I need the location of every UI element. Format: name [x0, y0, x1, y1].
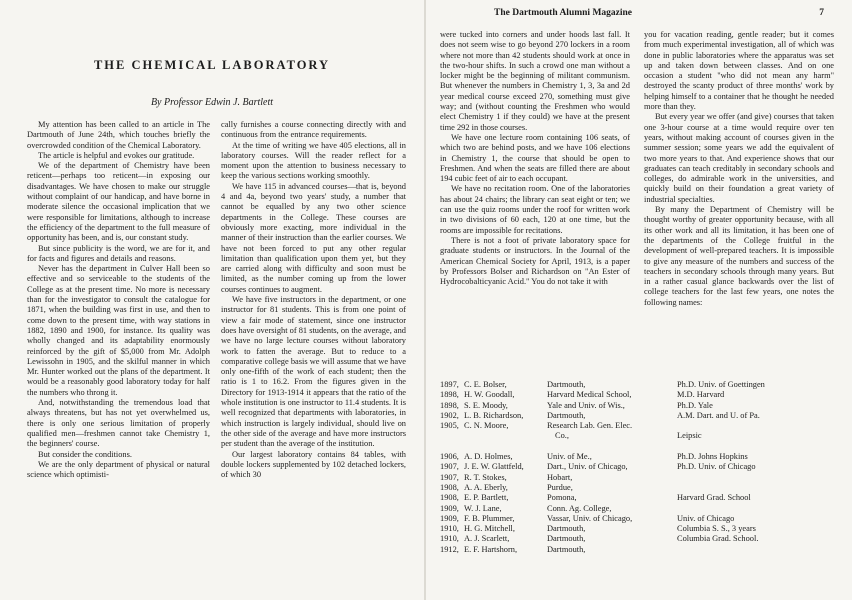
paragraph: And, notwithstanding the tremendous load that always threatens, but has not yet overwhelmed us, there is only one serious limitation of properly qualified men—freshmen cannot take Chemistry 1, the beginners' course.	[27, 398, 210, 449]
roster-row: 1910, H. G. Mitchell, Dartmouth, Columbia S. S., 3 years	[440, 524, 756, 534]
page-number: 7	[819, 8, 824, 18]
paragraph: were tucked into corners and under hoods last fall. It does not seem wise to go beyond 270 lockers in a room where not more than 42 students should work at once in the two-hour shifts. In such a crowd one man without a locker might be the beginning of militant communism. But whenever the numbers in Chemistry 1, 3, 3a and 2d year medical course exceed 270, something must give way; and (without counting the Freshmen who would elect Chemistry 1 if they could) we have at the present time 292 in those courses.	[440, 30, 630, 132]
paragraph: We have 115 in advanced courses—that is, beyond 4 and 4a, beyond two years' study, a number that cannot be equalled by any two other science departments in the College. These courses are obviously more exacting, more individual in the manner of their instruction than the earlier courses. We have not been forced to put any other regular limitation than qualification upon them yet, but they are carried along with difficulty and soon must be limited, as the number coming up from the lower courses continues to augment.	[221, 181, 406, 294]
roster-row: 1912, E. F. Hartshorn, Dartmouth,	[440, 544, 586, 554]
roster-row: Co., Leipsic	[555, 431, 702, 441]
paragraph: We are the only department of physical or natural science which optimisti-	[27, 459, 210, 480]
column-4	[644, 30, 834, 308]
paragraph: At the time of writing we have 405 elections, all in laboratory courses. Will the reader reflect for a moment upon the attention to business necessary to keep the various sections working smoothly.	[221, 140, 406, 181]
magazine-name: The Dartmouth Alumni Magazine	[494, 8, 633, 18]
roster-row: 1906, A. D. Holmes, Univ. of Me., Ph.D. Johns Hopkins	[440, 452, 748, 462]
left-page	[0, 0, 424, 600]
roster-row: 1908, A. A. Eberly, Purdue,	[440, 482, 573, 492]
paragraph: you for vacation reading, gentle reader; but it comes from much experimental investigation, all of which was done in public laboratories where the apparatus was set up and taken down between classes. And on one occasion a student "who did not mean any harm" destroyed the scanty product of three months' work by helping himself to a container that he thought he needed more than they.	[644, 30, 834, 112]
paragraph: We have one lecture room containing 106 seats, of which two are behind posts, and we have 106 elections in Chemistry 1, the course that should be open to Freshmen. And when the seats are filled there are about 194 cubic feet of air to each occupant.	[440, 132, 630, 184]
paragraph: We of the department of Chemistry have been reticent—perhaps too reticent—in exposing our disadvantages. We have chosen to make our struggle without complaint of our handicap, and have borne in moderate silence the occasional implication that we were responsible for limitations, although to increase the efficiency of the department to the full measure of opportunity has been, and is, our constant study.	[27, 161, 210, 243]
paragraph: My attention has been called to an article in The Dartmouth of June 24th, which touches briefly the overcrowded condition of the Chemical Laboratory.	[27, 120, 210, 150]
paragraph: But since publicity is the word, we are for it, and for facts and figures and details and reasons.	[27, 243, 210, 263]
paragraph: Never has the department in Culver Hall been so effective and so serviceable to the students of the College as at the present time. No more is necessary than for the investigator to consult the catalogue for 1871, when the building was first in use, and then to come down to the present time, with way stations in 1882, 1890 and 1900, for instance. Its quality was wholly changed and its adaptability enormously reinforced by the gift of $5,000 from Mr. Adolph Lewissohn in 1905, and the skilful manner in which Mr. Hunter worked out the plans of the department. It would be a reasonably good laboratory today for half the numbers who throng it.	[27, 264, 210, 397]
paragraph: cally furnishes a course connecting directly with and continuous from the entrance requirements.	[221, 120, 406, 140]
roster-row: 1897, C. E. Bolser, Dartmouth, Ph.D. Univ. of Goettingen	[440, 380, 765, 389]
paragraph: But consider the conditions.	[38, 449, 132, 459]
teacher-roster	[440, 380, 840, 555]
roster-row: 1905, C. N. Moore, Research Lab. Gen. Elec.	[440, 421, 633, 431]
column-1	[27, 120, 210, 480]
roster-row: 1902, L. B. Richardson, Dartmouth, A.M. Dart. and U. of Pa.	[440, 410, 760, 420]
column-2	[221, 120, 406, 480]
roster-row: 1907, R. T. Stokes, Hobart,	[440, 472, 573, 482]
roster-row: 1907, J. E. W. Glattfeld, Dart., Univ. of Chicago, Ph.D. Univ. of Chicago	[440, 462, 756, 472]
paragraph: The article is helpful and evokes our gratitude.	[38, 150, 195, 160]
paragraph: But every year we offer (and give) courses that taken one 3-hour course at a time would require over ten years, without making account of courses given in the summer session; some years we add the equivalent of two more years to that. And experience shows that our graduates can teach creditably in secondary schools and colleges, do admirable work in the universities, and quickly build on their foundation a great variety of industrial specialties.	[644, 112, 834, 204]
paragraph: Our largest laboratory contains 84 tables, with double lockers supplemented by 102 detached lockers, of which 30	[221, 449, 406, 480]
roster-row: 1898, H. W. Goodall, Harvard Medical School, M.D. Harvard	[440, 390, 725, 400]
right-page	[426, 0, 852, 600]
article-title: THE CHEMICAL LABORATORY	[93, 58, 331, 72]
roster-row: 1909, F. B. Plummer, Vassar, Univ. of Chicago, Univ. of Chicago	[440, 513, 735, 523]
roster-row: 1908, E. P. Bartlett, Pomona, Harvard Grad. School	[440, 493, 751, 503]
paragraph: By many the Department of Chemistry will be thought worthy of greater opportunity because, with all its other work and all its limitation, it has been one of the departments of the College fruitful in the development of well-prepared teachers. It is impossible to give any measure of the numbers and success of the teachers in secondary schools through many years. But in a rather casual glance backwards over the list of college teachers for the last few years, one notes the following names:	[644, 205, 834, 307]
paragraph: There is not a foot of private laboratory space for graduate students or instructors. In the Journal of the American Chemical Society for April, 1913, is a paper by Professors Bolser and Richardson on "An Ester of Hydrocobalticyanic Acid." You do not take it with	[440, 235, 630, 287]
paragraph: We have five instructors in the department, or one instructor for 81 students. This is from one point of view a fair mode of statement, since one instructor does have oversight of 81 students, on the average, and we have no large lecture courses without laboratory work to fatten the average. But to reduce to a comparative college basis we will assume that we have only one-fifth of the work of each student; then the ratio is 1 to 16.2. From the figures given in the Directory for 1913-1914 it appears that the ratio of the whole institution is one instructor to 11.4 students. It is well recognized that departments with laboratories, in which instruction is largely individual, should live on the other side of the average and have more instructors per student than the average of the institution.	[221, 295, 406, 449]
roster-row: 1910, A. J. Scarlett, Dartmouth, Columbia Grad. School.	[440, 534, 759, 544]
roster-row: 1898, S. E. Moody, Yale and Univ. of Wis., Ph.D. Yale	[440, 400, 713, 410]
column-3	[440, 30, 630, 287]
roster-row: 1909, W. J. Lane, Conn. Ag. College,	[440, 503, 612, 513]
roster-spacer	[440, 442, 840, 452]
paragraph: We have no recitation room. One of the laboratories has about 24 chairs; the library can seat eight or ten; we can use the quiz rooms under the roof for written work in two divisions of 60 each, 120 at one time, but the rooms are impossible for recitations.	[440, 184, 630, 235]
article-byline: By Professor Edwin J. Bartlett	[150, 97, 274, 108]
